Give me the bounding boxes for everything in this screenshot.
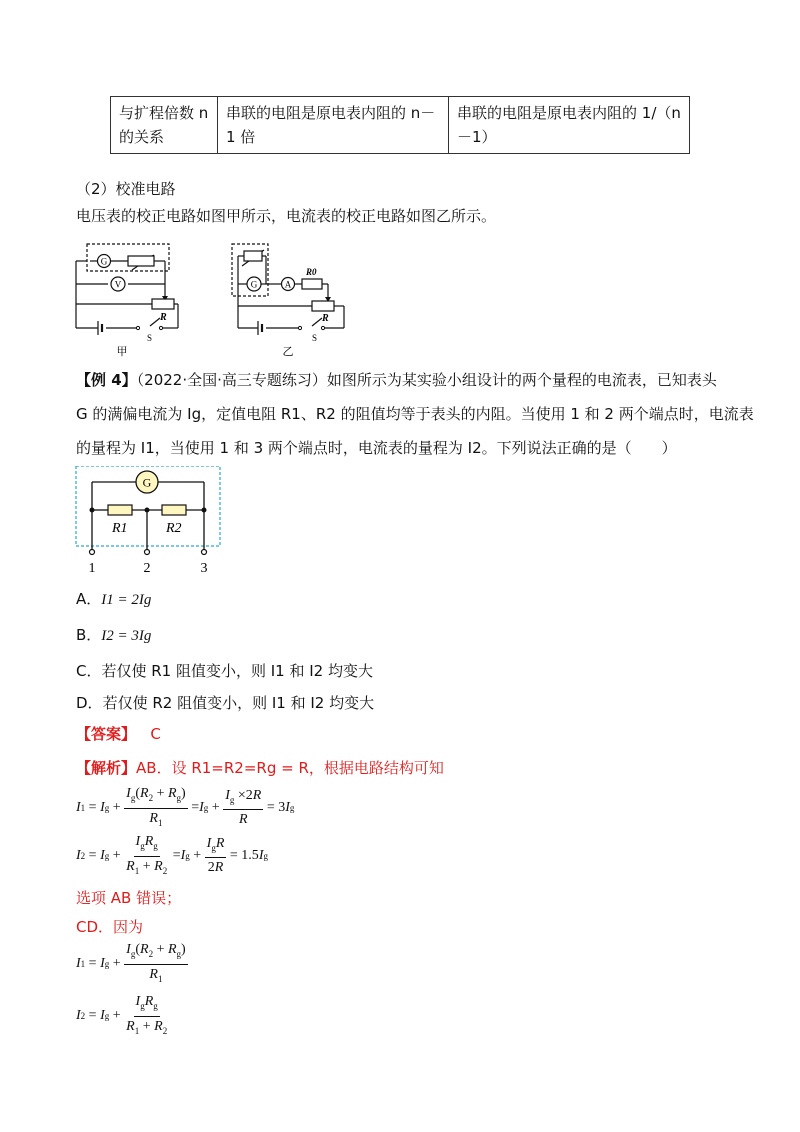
analysis-ab-conclusion: 选项 AB 错误； bbox=[76, 889, 182, 907]
resistor-icon bbox=[152, 299, 174, 309]
galvanometer-label: G bbox=[142, 475, 152, 490]
rheostat-icon bbox=[128, 256, 154, 266]
example-source: （2022·全国·高三专题练习） bbox=[136, 371, 327, 389]
example-line-2: G 的满偏电流为 Ig，定值电阻 R1、R2 的阻值均等于表头的内阻。当使用 1 和 2 两个端点时，电流表 bbox=[76, 405, 754, 423]
ammeter-cell bbox=[449, 97, 690, 154]
resistor-label: R bbox=[160, 312, 167, 323]
row-label: 与扩程倍数 n 的关系 bbox=[119, 104, 209, 146]
example-question-start: 如图所示为某实验小组设计的两个量程的电流表，已知表头 bbox=[326, 371, 717, 389]
option-a: A．I1 = 2Ig bbox=[76, 590, 152, 608]
analysis-tag: 【解析】 bbox=[76, 759, 137, 777]
equation-3: I 1 = I g + $\frac{I_g(R_2 + R_g)}{R_1}$ bbox=[76, 941, 186, 984]
option-c: C．若仅使 R1 阻值变小，则 I1 和 I2 均变大 bbox=[76, 662, 373, 680]
resistor-icon bbox=[312, 301, 334, 311]
galvanometer-label: G bbox=[250, 279, 258, 290]
r2-resistor-icon bbox=[162, 505, 186, 515]
voltmeter-cell bbox=[218, 97, 449, 154]
switch-label: S bbox=[312, 333, 318, 343]
voltmeter-calibration-circuit bbox=[70, 240, 190, 358]
answer-value: C bbox=[150, 725, 161, 743]
r0-resistor-icon bbox=[302, 279, 322, 289]
section-heading: （2）校准电路 bbox=[76, 180, 176, 198]
r0-label: R0 bbox=[306, 267, 317, 277]
analysis-cd-lead: CD．因为 bbox=[76, 918, 144, 936]
row-label-cell bbox=[111, 97, 218, 154]
r2-label: R2 bbox=[166, 521, 182, 536]
equation-4: I 2 = I g + $\frac{I_gR_g}{R_1 + R_2}$ bbox=[76, 993, 168, 1036]
two-range-ammeter-circuit bbox=[74, 466, 224, 578]
terminal-2 bbox=[145, 550, 150, 555]
terminal-label-2: 2 bbox=[143, 561, 151, 576]
terminal-label-1: 1 bbox=[88, 561, 96, 576]
r1-resistor-icon bbox=[108, 505, 132, 515]
galvanometer-label: G bbox=[100, 256, 108, 267]
section-intro: 电压表的校正电路如图甲所示，电流表的校正电路如图乙所示。 bbox=[76, 207, 497, 225]
figure-caption-right: 乙 bbox=[282, 345, 294, 358]
analysis-line bbox=[76, 757, 444, 778]
terminal-label-3: 3 bbox=[200, 561, 208, 576]
example-line-3: 的量程为 I1，当使用 1 和 3 两个端点时，电流表的量程为 I2。下列说法正确的是（ ） bbox=[76, 439, 677, 457]
terminal-3 bbox=[202, 550, 207, 555]
voltmeter-label: V bbox=[114, 279, 122, 290]
r1-label: R1 bbox=[112, 521, 128, 536]
answer-line bbox=[76, 723, 161, 744]
ammeter-label: A bbox=[284, 279, 292, 290]
rheostat-icon bbox=[244, 251, 262, 261]
analysis-lead: AB．设 R1=R2=Rg = R，根据电路结构可知 bbox=[136, 759, 444, 777]
terminal-1 bbox=[90, 550, 95, 555]
table-row bbox=[111, 97, 690, 154]
example-tag: 【例 4】 bbox=[76, 371, 137, 389]
voltmeter-rule: 串联的电阻是原电表内阻的 n－1 倍 bbox=[226, 104, 436, 146]
comparison-table bbox=[110, 96, 690, 154]
ammeter-calibration-circuit bbox=[228, 240, 353, 358]
ammeter-rule: 串联的电阻是原电表内阻的 1/（n－1） bbox=[457, 104, 681, 146]
option-d: D．若仅使 R2 阻值变小，则 I1 和 I2 均变大 bbox=[76, 694, 375, 712]
resistor-label: R bbox=[322, 313, 329, 324]
option-b: B．I2 = 3Ig bbox=[76, 626, 152, 644]
figure-caption-left: 甲 bbox=[116, 345, 128, 358]
switch-label: S bbox=[147, 333, 153, 343]
equation-2: I 2 = I g + $\frac{I_gR_g}{R_1 + R_2}$ = I g + $\frac{I_gR}{2R}$ = 1.5 I g bbox=[76, 833, 268, 876]
answer-tag: 【答案】 bbox=[76, 725, 137, 743]
example-line-1 bbox=[76, 369, 776, 390]
equation-1: I 1 = I g + $\frac{I_g(R_2 + R_g)}{R_1}$ = I g + $\frac{I_g \times 2R}{R}$ = 3 I g bbox=[76, 785, 295, 828]
